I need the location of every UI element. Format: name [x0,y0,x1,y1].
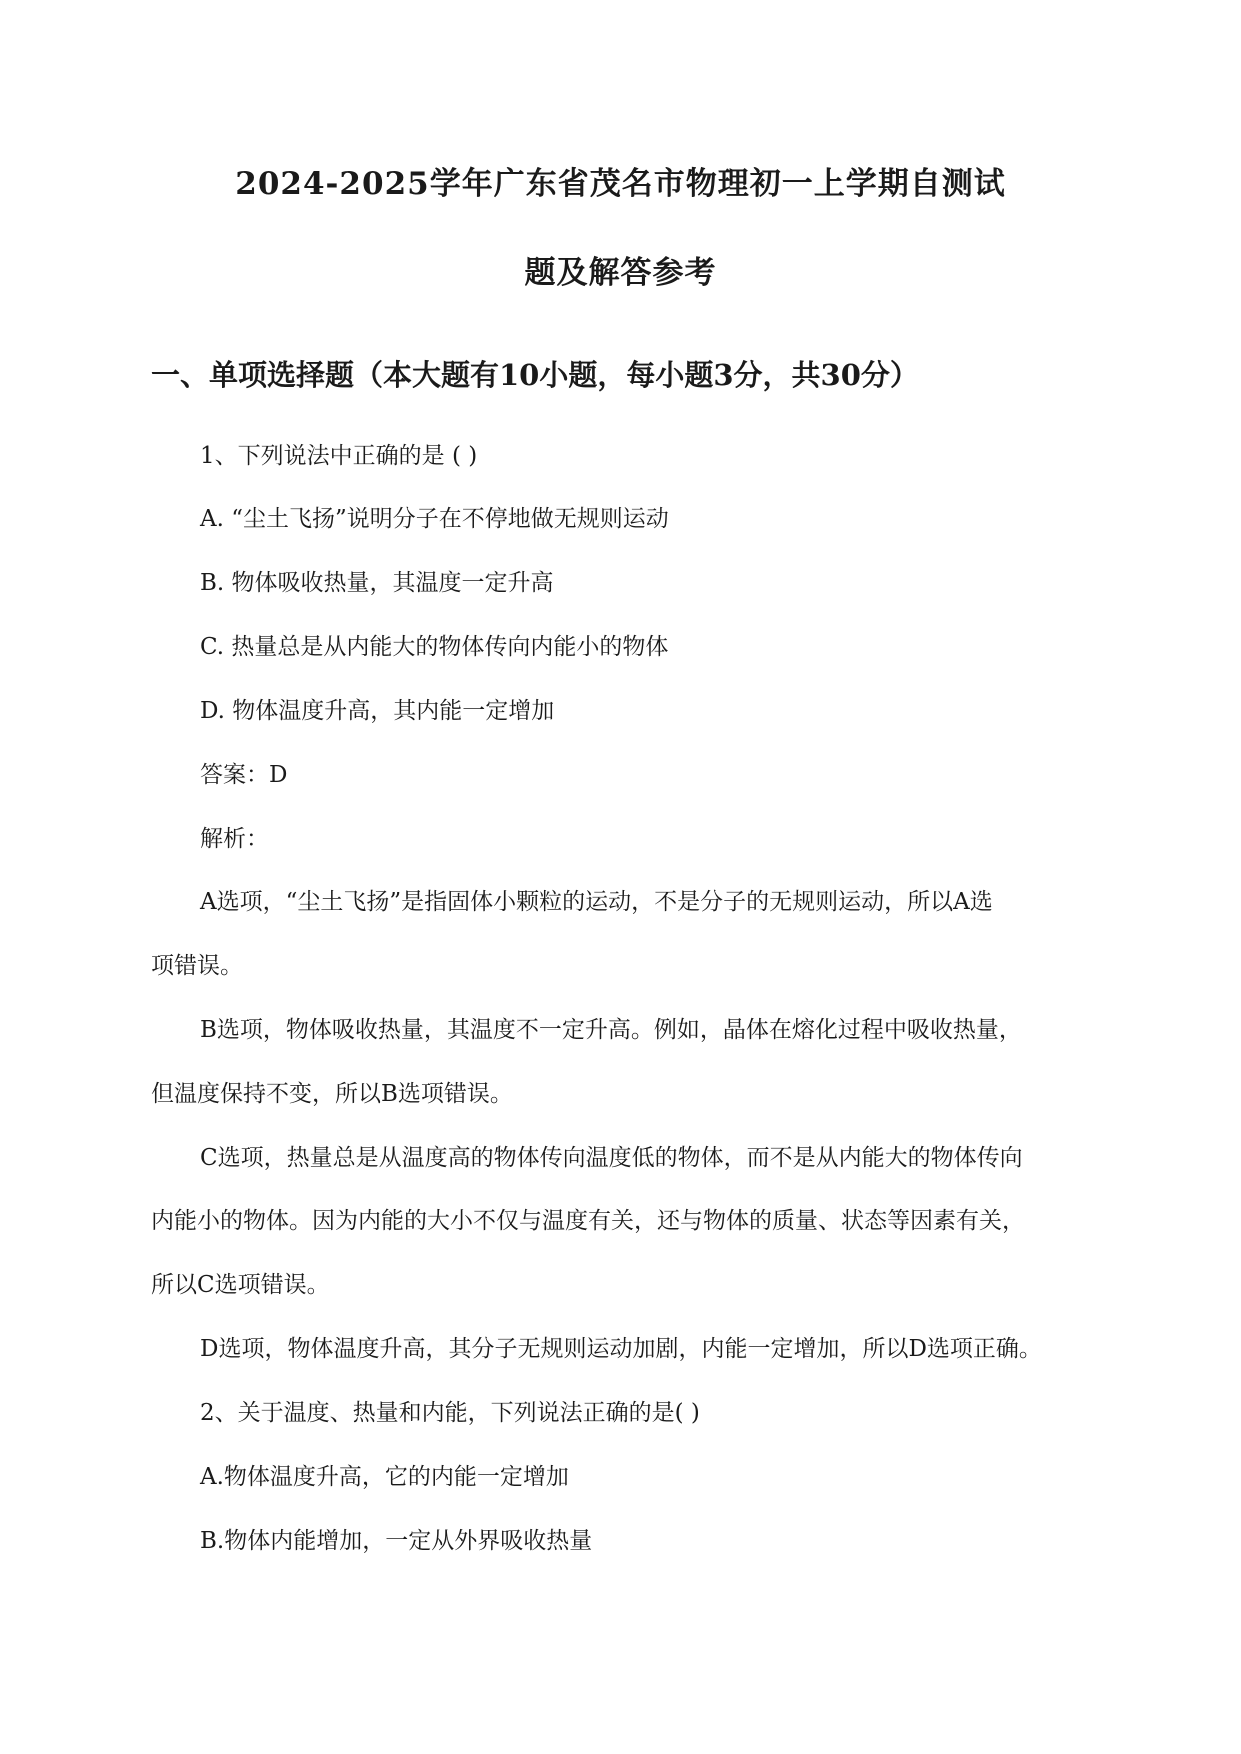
document-title-line1: 2024-2025学年广东省茂名市物理初一上学期自测试 [235,166,1006,202]
analysis-a-line1: A选项，“尘土飞扬”是指固体小颗粒的运动，不是分子的无规则运动，所以A选 [200,889,993,915]
question-1-option-b: B. 物体吸收热量，其温度一定升高 [200,570,554,596]
question-1-option-a: A. “尘土飞扬”说明分子在不停地做无规则运动 [200,506,669,532]
question-1-answer: 答案：D [200,762,288,788]
question-2-stem: 2、关于温度、热量和内能，下列说法正确的是( ) [200,1400,700,1426]
question-1-stem: 1、下列说法中正确的是 ( ) [200,443,478,469]
document-title-line2: 题及解答参考 [524,255,717,291]
analysis-a-line2: 项错误。 [151,953,243,979]
analysis-c-line1: C选项，热量总是从温度高的物体传向温度低的物体，而不是从内能大的物体传向 [200,1145,1023,1171]
analysis-b-line1: B选项，物体吸收热量，其温度不一定升高。例如，晶体在熔化过程中吸收热量， [200,1017,1022,1043]
analysis-b-line2: 但温度保持不变，所以B选项错误。 [151,1081,513,1107]
analysis-c-line2: 内能小的物体。因为内能的大小不仅与温度有关，还与物体的质量、状态等因素有关， [151,1208,1025,1234]
question-1-option-c: C. 热量总是从内能大的物体传向内能小的物体 [200,634,669,660]
question-2-option-a: A.物体温度升高，它的内能一定增加 [200,1464,569,1490]
section-heading: 一、单项选择题（本大题有10小题，每小题3分，共30分） [151,358,919,392]
question-1-analysis-label: 解析： [200,826,269,852]
question-1-option-d: D. 物体温度升高，其内能一定增加 [200,698,555,724]
analysis-c-line3: 所以C选项错误。 [151,1272,330,1298]
question-2-option-b: B.物体内能增加，一定从外界吸收热量 [200,1528,593,1554]
analysis-d-line1: D选项，物体温度升高，其分子无规则运动加剧，内能一定增加，所以D选项正确。 [200,1336,1042,1362]
